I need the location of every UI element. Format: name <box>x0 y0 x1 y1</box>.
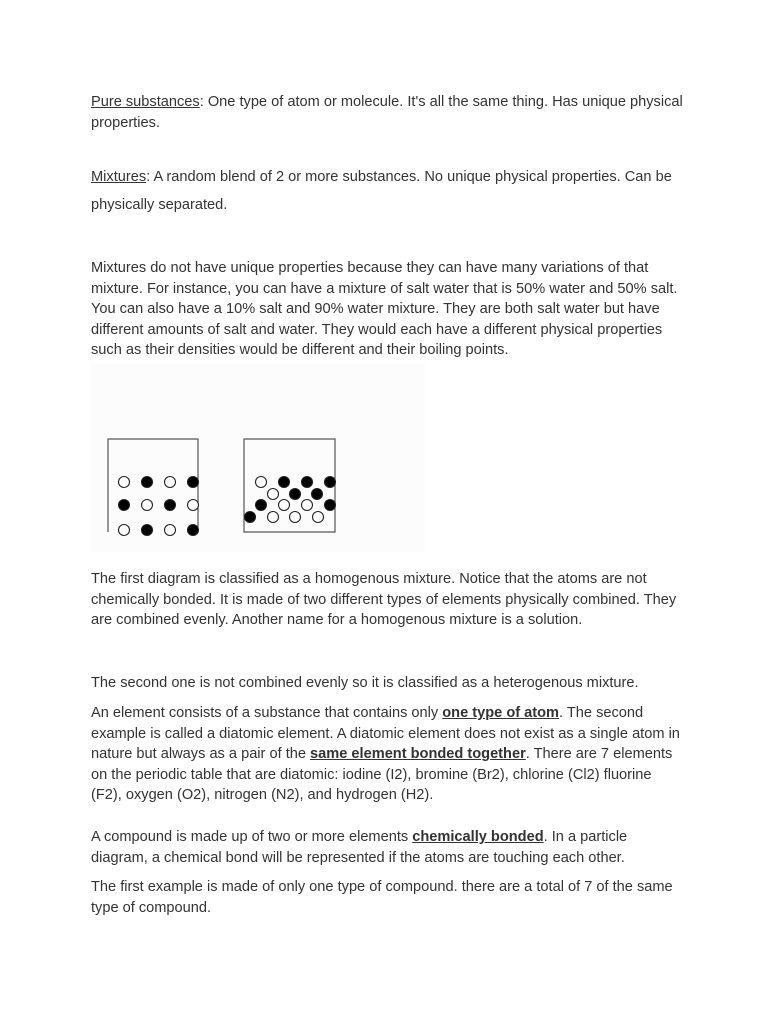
homogenous-mixture-particles <box>119 477 199 536</box>
element-paragraph <box>91 703 683 806</box>
heterogenous-mixture-particles <box>245 477 336 523</box>
element-text-2: . The second example is called a diatomic element. A diatomic element does not exist as a single atom in nature but always as a pair of the <box>91 705 680 763</box>
pure-substances-term: Pure substances <box>91 94 200 110</box>
compound-text-1: A compound is made up of two or more elements <box>91 829 413 845</box>
pure-substances-paragraph <box>91 92 683 133</box>
second-one-paragraph: The second one is not combined evenly so it is classified as a heterogenous mixture. <box>91 675 639 691</box>
particle-diagrams <box>91 364 425 552</box>
compound-text-2: . In a particle diagram, a chemical bond will be represented if the atoms are touching each other. <box>91 829 628 866</box>
same-element-bonded-emphasis: same element bonded together <box>310 746 526 763</box>
mixtures-text: : A random blend of 2 or more substances. No unique physical properties. Can be physically separated. <box>91 169 672 213</box>
chemically-bonded-emphasis: chemically bonded <box>412 829 544 845</box>
particle-diagram-svg <box>91 364 425 552</box>
mixtures-properties-paragraph: Mixtures do not have unique properties because they can have many variations of that mixture. For instance, you can have a mixture of salt water that is 50% water and 50% salt. You can also have a 10% salt and 90% water mixture. They are both salt water but have different amounts of salt and water. They would each have a different physical properties such as their densities would be different and their boiling points. <box>91 260 678 359</box>
compound-paragraph <box>91 827 683 868</box>
element-text-3: . There are 7 elements on the periodic table that are diatomic: iodine (I2), bromine (Br2), chlorine (Cl2) fluorine (F2), oxygen (O2), nitrogen (N2), and hydrogen (H2). <box>91 746 673 804</box>
pure-substances-text: : One type of atom or molecule. It's all the same thing. Has unique physical properties. <box>91 94 683 131</box>
mixtures-paragraph <box>91 163 683 219</box>
mixtures-term: Mixtures <box>91 169 147 185</box>
element-text-1: An element consists of a substance that contains only <box>91 705 443 721</box>
one-type-of-atom-emphasis: one type of atom <box>442 705 560 721</box>
first-diagram-paragraph: The first diagram is classified as a homogenous mixture. Notice that the atoms are not chemically bonded. It is made of two different types of elements physically combined. They are combined evenly. Another name for a homogenous mixture is a solution. <box>91 571 677 629</box>
first-example-paragraph: The first example is made of only one type of compound. there are a total of 7 of the same type of compound. <box>91 879 673 916</box>
